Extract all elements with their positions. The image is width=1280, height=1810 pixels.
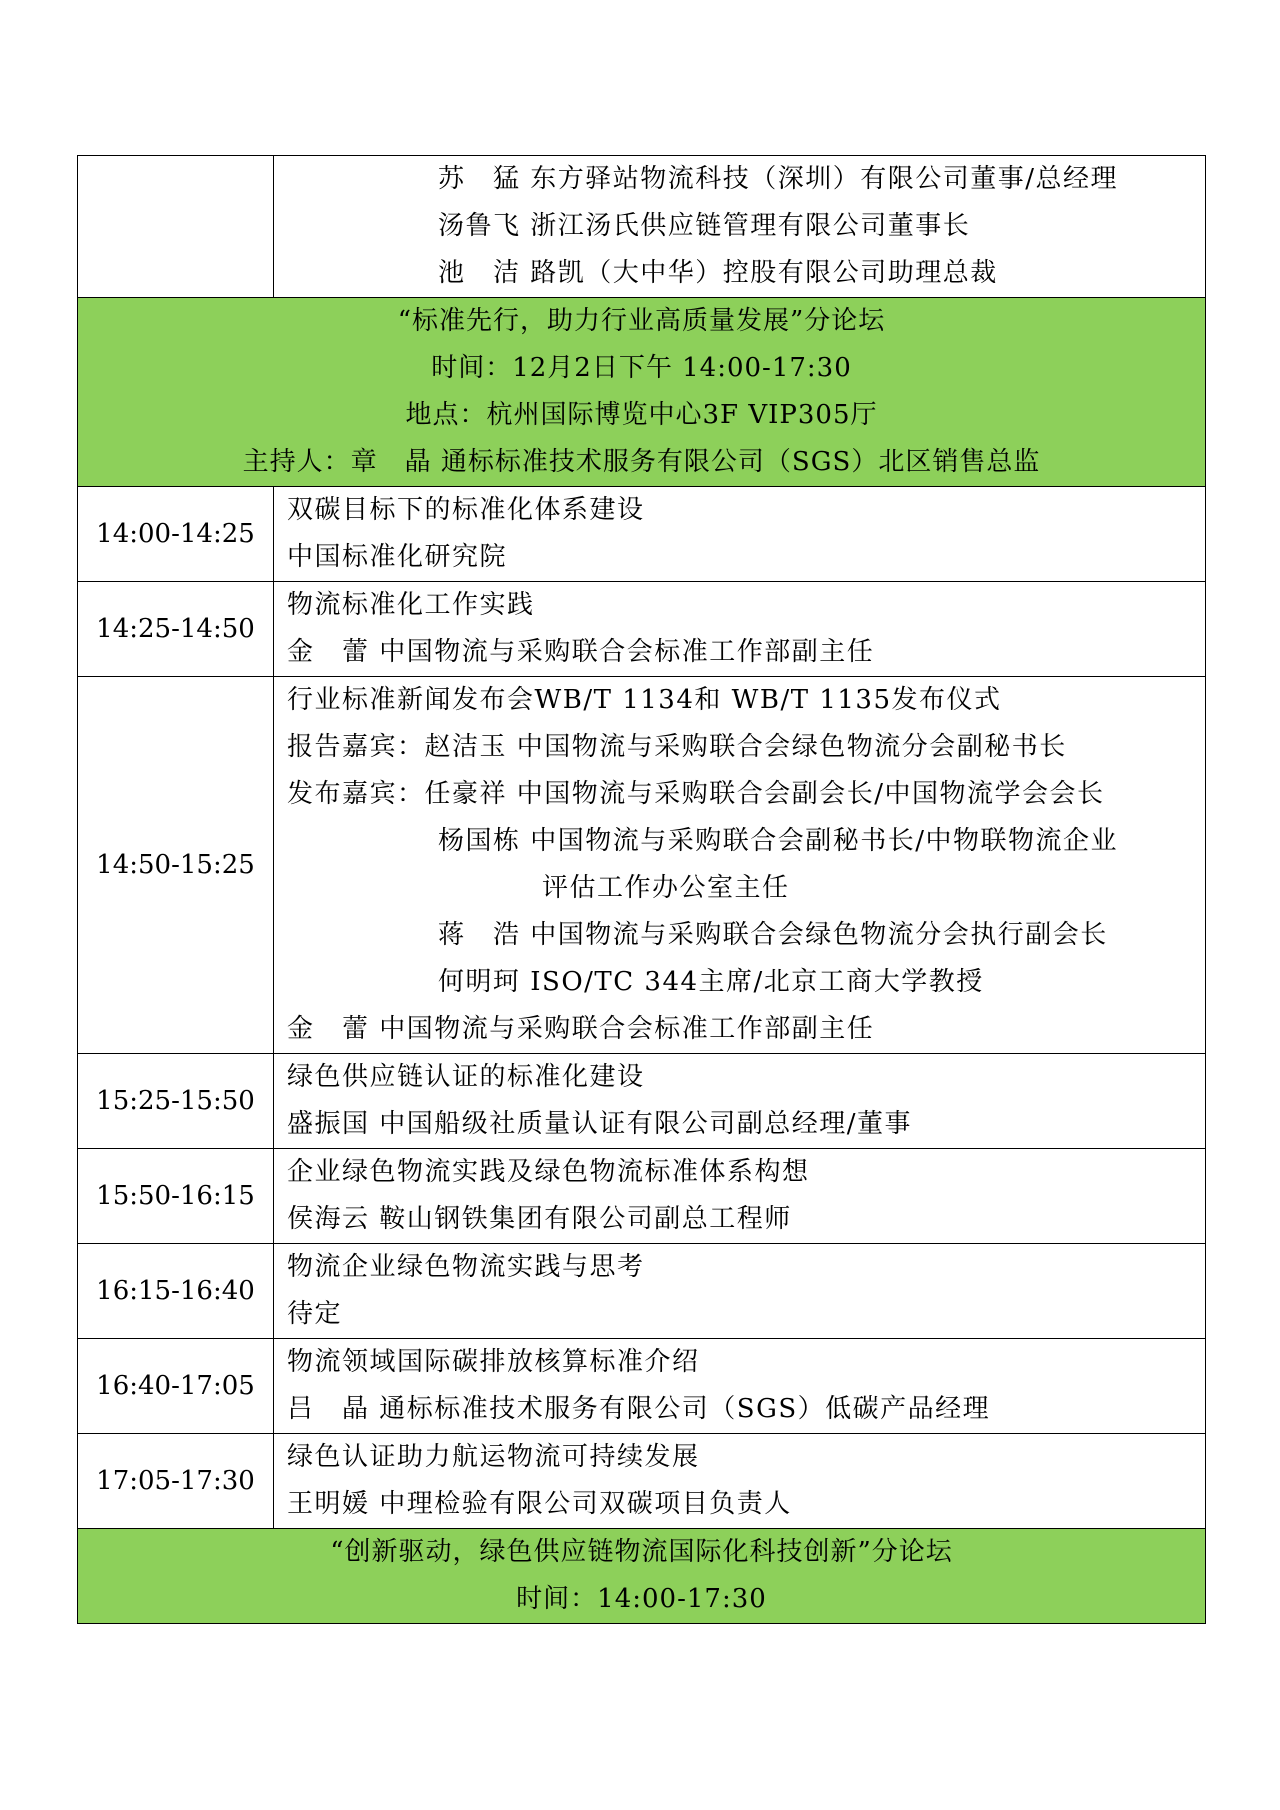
session-row — [78, 677, 1206, 1054]
speaker-cell — [274, 156, 1206, 298]
session-content — [274, 1054, 1206, 1149]
report-guest: 报告嘉宾：赵洁玉 中国物流与采购联合会绿色物流分会副秘书长 — [287, 732, 1067, 762]
session-content — [274, 582, 1206, 677]
session-speaker: 盛振国 中国船级社质量认证有限公司副总经理/董事 — [287, 1109, 913, 1139]
session-topic: 行业标准新闻发布会WB/T 1134和 WB/T 1135发布仪式 — [287, 685, 1002, 715]
session-time: 16:40-17:05 — [78, 1339, 274, 1434]
session-row — [78, 582, 1206, 677]
session-time: 17:05-17:30 — [78, 1434, 274, 1529]
forum-time: 时间：14:00-17:30 — [516, 1584, 767, 1614]
speaker-line: 池 洁 路凯（大中华）控股有限公司助理总裁 — [438, 258, 998, 288]
session-speaker: 中国标准化研究院 — [287, 542, 508, 572]
session-speaker: 吕 晶 通标标准技术服务有限公司（SGS）低碳产品经理 — [287, 1394, 991, 1424]
forum-header-row — [78, 1529, 1206, 1624]
session-time: 14:00-14:25 — [78, 487, 274, 582]
forum-venue: 地点：杭州国际博览中心3F VIP305厅 — [405, 400, 878, 430]
session-speaker: 侯海云 鞍山钢铁集团有限公司副总工程师 — [287, 1204, 792, 1234]
session-time: 16:15-16:40 — [78, 1244, 274, 1339]
speaker-line: 汤鲁飞 浙江汤氏供应链管理有限公司董事长 — [438, 211, 971, 241]
agenda-sheet — [77, 155, 1206, 1624]
session-topic: 双碳目标下的标准化体系建设 — [287, 495, 645, 525]
session-time: 15:25-15:50 — [78, 1054, 274, 1149]
forum-host: 主持人：章 晶 通标标准技术服务有限公司（SGS）北区销售总监 — [242, 447, 1041, 477]
session-content — [274, 1339, 1206, 1434]
session-content — [274, 487, 1206, 582]
session-speaker: 金 蕾 中国物流与采购联合会标准工作部副主任 — [287, 1014, 875, 1044]
session-topic: 绿色供应链认证的标准化建设 — [287, 1062, 645, 1092]
session-row — [78, 1434, 1206, 1529]
forum-header-row — [78, 298, 1206, 487]
forum-time: 时间：12月2日下午 14:00-17:30 — [431, 353, 852, 383]
session-row — [78, 1149, 1206, 1244]
session-row — [78, 487, 1206, 582]
speaker-continuation-row — [78, 156, 1206, 298]
session-topic: 物流企业绿色物流实践与思考 — [287, 1252, 645, 1282]
session-content — [274, 1244, 1206, 1339]
release-guest: 蒋 浩 中国物流与采购联合会绿色物流分会执行副会长 — [438, 920, 1108, 950]
time-cell-empty — [78, 156, 274, 298]
release-guest-continued: 评估工作办公室主任 — [542, 873, 790, 903]
agenda-table — [77, 155, 1206, 1624]
forum-header-innovation — [78, 1529, 1206, 1624]
session-content — [274, 677, 1206, 1054]
session-row — [78, 1244, 1206, 1339]
speaker-line: 苏 猛 东方驿站物流科技（深圳）有限公司董事/总经理 — [438, 164, 1119, 194]
session-speaker: 王明媛 中理检验有限公司双碳项目负责人 — [287, 1489, 792, 1519]
forum-title: “创新驱动，绿色供应链物流国际化科技创新”分论坛 — [330, 1537, 953, 1567]
session-time: 14:50-15:25 — [78, 677, 274, 1054]
session-speaker: 金 蕾 中国物流与采购联合会标准工作部副主任 — [287, 637, 875, 667]
session-time: 15:50-16:15 — [78, 1149, 274, 1244]
session-content — [274, 1149, 1206, 1244]
session-topic: 绿色认证助力航运物流可持续发展 — [287, 1442, 700, 1472]
session-row — [78, 1339, 1206, 1434]
session-topic: 物流领域国际碳排放核算标准介绍 — [287, 1347, 700, 1377]
forum-title: “标准先行，助力行业高质量发展”分论坛 — [397, 306, 886, 336]
forum-header-standards — [78, 298, 1206, 487]
release-guest: 何明珂 ISO/TC 344主席/北京工商大学教授 — [438, 967, 984, 997]
release-guest: 杨国栋 中国物流与采购联合会副秘书长/中物联物流企业 — [438, 826, 1119, 856]
session-topic: 企业绿色物流实践及绿色物流标准体系构想 — [287, 1157, 810, 1187]
session-time: 14:25-14:50 — [78, 582, 274, 677]
release-guest: 发布嘉宾：任豪祥 中国物流与采购联合会副会长/中国物流学会会长 — [287, 779, 1105, 809]
session-topic: 物流标准化工作实践 — [287, 590, 535, 620]
session-speaker: 待定 — [287, 1299, 343, 1329]
session-row — [78, 1054, 1206, 1149]
session-content — [274, 1434, 1206, 1529]
